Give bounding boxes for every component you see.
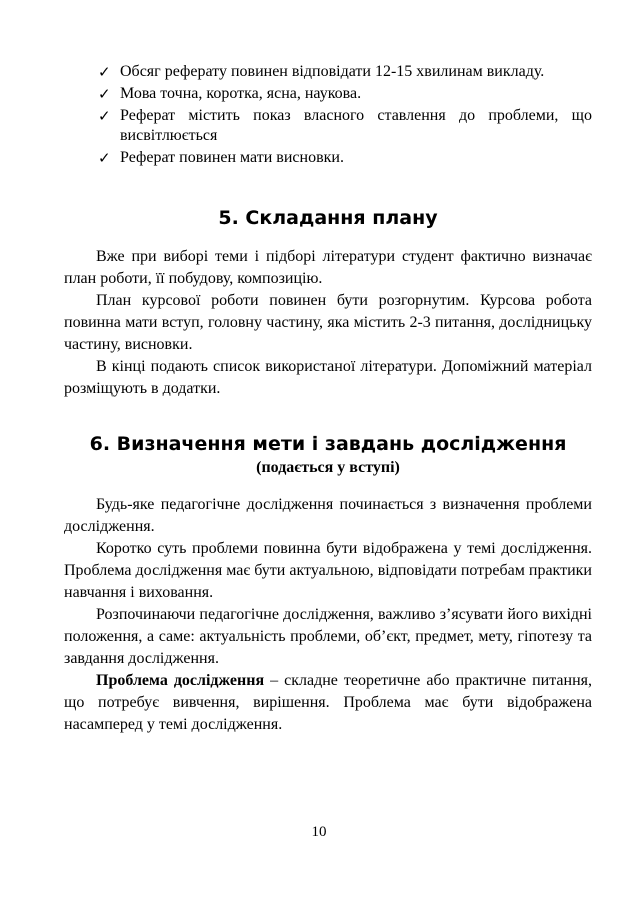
checklist-item xyxy=(98,148,592,168)
definition-text: – складне теоретичне або практичне питання, що потребує вивчення, вирішення. Проблема має бути відображена насамперед у темі дослідження. xyxy=(64,672,593,733)
section-6-subtitle: (подається у вступі) xyxy=(256,459,400,476)
section-6-paragraph-definition xyxy=(64,670,592,736)
checklist-item xyxy=(98,62,592,82)
checklist-item xyxy=(98,84,592,104)
page-content xyxy=(64,62,592,736)
section-5-paragraph: В кінці подають список використаної літератури. Допоміжний матеріал розміщують в додатки. xyxy=(64,358,592,397)
checklist-item-text: Реферат містить показ власного ставлення до проблеми, що висвітлюється xyxy=(120,107,592,144)
checkmark-icon: ✓ xyxy=(98,63,111,81)
section-6-paragraph: Будь-яке педагогічне дослідження починається з визначення проблеми дослідження. xyxy=(64,496,592,535)
checklist-item xyxy=(98,106,592,146)
defined-term: Проблема дослідження xyxy=(96,672,265,689)
checklist-item-text: Реферат повинен мати висновки. xyxy=(120,149,344,166)
section-6-paragraph: Розпочинаючи педагогічне дослідження, важливо з’ясувати його вихідні положення, а саме: актуальність проблеми, об’єкт, предмет, мету, гіпотезу та завдання дослідження. xyxy=(64,606,592,667)
checkmark-icon: ✓ xyxy=(98,107,111,125)
checklist-item-text: Мова точна, коротка, ясна, наукова. xyxy=(120,85,362,102)
section-5-heading: 5. Складання плану xyxy=(218,207,438,229)
section-5-paragraph: План курсової роботи повинен бути розгорнутим. Курсова робота повинна мати вступ, головну частину, яка містить 2-3 питання, дослідницьку частину, висновки. xyxy=(64,292,592,353)
checkmark-icon: ✓ xyxy=(98,85,111,103)
checkmark-icon: ✓ xyxy=(98,149,111,167)
requirements-checklist xyxy=(98,62,592,168)
section-5-paragraph: Вже при виборі теми і підборі літератури студент фактично визначає план роботи, її побудову, композицію. xyxy=(64,248,592,287)
checklist-item-text: Обсяг реферату повинен відповідати 12-15 хвилинам викладу. xyxy=(120,63,545,80)
section-6-heading: 6. Визначення мети і завдань дослідження xyxy=(89,433,567,455)
page-number: 10 xyxy=(311,824,327,840)
section-6-paragraph: Коротко суть проблеми повинна бути відображена у темі дослідження. Проблема дослідження має бути актуальною, відповідати потребам практики навчання і виховання. xyxy=(64,540,592,601)
